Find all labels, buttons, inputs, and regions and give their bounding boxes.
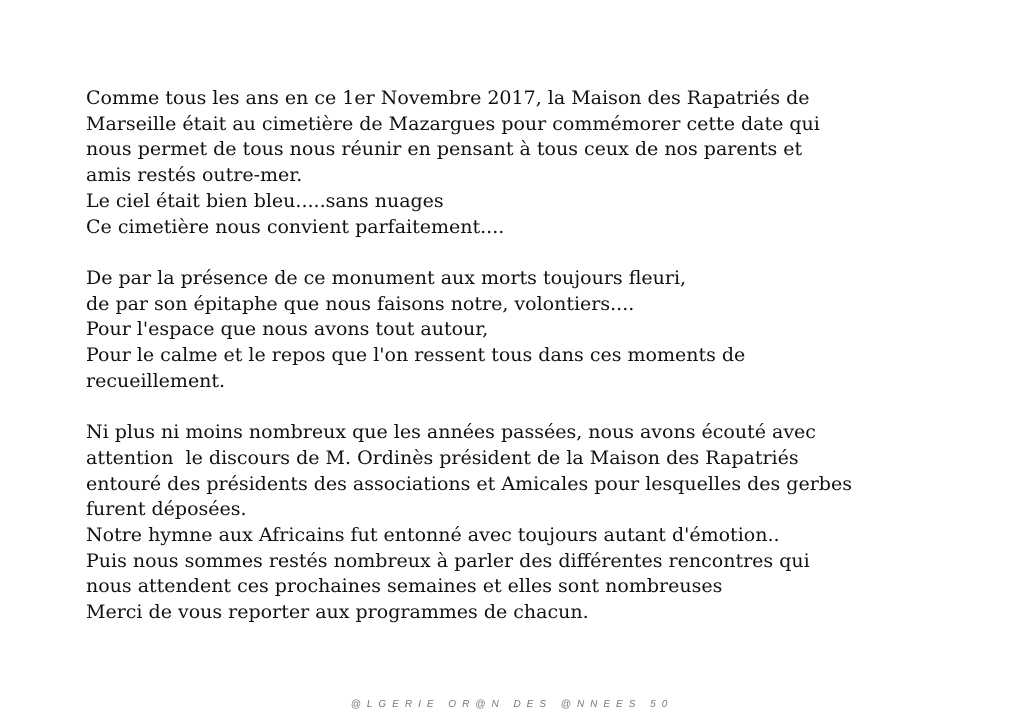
text-line: Le ciel était bien bleu.....sans nuages xyxy=(86,189,444,212)
text-line: Comme tous les ans en ce 1er Novembre 2017, la Maison des Rapatriés de xyxy=(86,87,810,109)
text-line: nous permet de tous nous réunir en pensant à tous ceux de nos parents et xyxy=(86,138,803,161)
text-line: entouré des présidents des associations et Amicales pour lesquelles des gerbes xyxy=(86,472,852,495)
page-footer: @LGERIE OR@N DES @NNEES 50 xyxy=(350,699,674,710)
text-line: amis restés outre-mer. xyxy=(86,164,303,187)
text-line: furent déposées. xyxy=(86,498,247,521)
paragraph-2 xyxy=(86,266,986,395)
text-line: Notre hymne aux Africains fut entonné avec toujours autant d'émotion.. xyxy=(86,523,780,546)
text-line: Ni plus ni moins nombreux que les années passées, nous avons écouté avec xyxy=(86,421,816,444)
text-line: Merci de vous reporter aux programmes de chacun. xyxy=(86,601,589,624)
text-line: Marseille était au cimetière de Mazargues pour commémorer cette date qui xyxy=(86,112,820,135)
text-line: attention le discours de M. Ordinès président de la Maison des Rapatriés xyxy=(86,446,799,469)
text-line: recueillement. xyxy=(86,369,226,392)
text-line: Puis nous sommes restés nombreux à parler des différentes rencontres qui xyxy=(86,549,810,572)
text-line: Pour l'espace que nous avons tout autour, xyxy=(86,318,489,341)
text-line: De par la présence de ce monument aux morts toujours fleuri, xyxy=(86,266,687,289)
document-body xyxy=(86,86,986,626)
text-line: Pour le calme et le repos que l'on ressent tous dans ces moments de xyxy=(86,344,746,367)
paragraph-1 xyxy=(86,86,986,240)
text-line: nous attendent ces prochaines semaines et elles sont nombreuses xyxy=(86,575,723,598)
text-line: de par son épitaphe que nous faisons notre, volontiers.... xyxy=(86,292,635,315)
text-line: Ce cimetière nous convient parfaitement.... xyxy=(86,215,505,238)
paragraph-3 xyxy=(86,420,986,626)
